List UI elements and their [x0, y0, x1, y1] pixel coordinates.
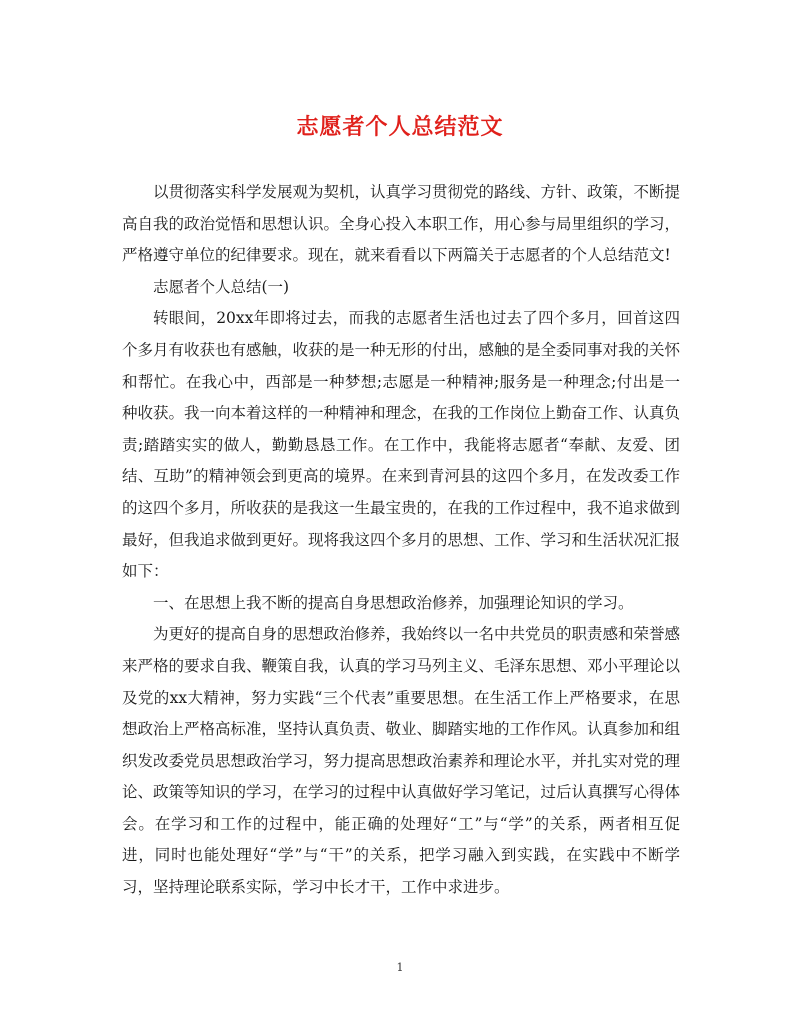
document-body	[122, 177, 680, 904]
intro-paragraph: 以贯彻落实科学发展观为契机，认真学习贯彻党的路线、方针、政策，不断提高自我的政治觉悟和思想认识。全身心投入本职工作，用心参与局里组织的学习，严格遵守单位的纪律要求。现在，就来看看以下两篇关于志愿者的个人总结范文!	[122, 183, 681, 265]
body-paragraph: 转眼间，20xx年即将过去，而我的志愿者生活也过去了四个多月，回首这四个多月有收获也有感触，收获的是一种无形的付出，感触的是全委同事对我的关怀和帮忙。在我心中，西部是一种梦想;志愿是一种精神;服务是一种理念;付出是一种收获。我一向本着这样的一种精神和理念，在我的工作岗位上勤奋工作、认真负责;踏踏实实的做人，勤勤恳恳工作。在工作中，我能将志愿者“奉献、友爱、团结、互助”的精神领会到更高的境界。在来到青河县的这四个多月，在发改委工作的这四个多月，所收获的是我这一生最宝贵的，在我的工作过程中，我不追求做到最好，但我追求做到更好。现将我这四个多月的思想、工作、学习和生活状况汇报如下：	[122, 309, 681, 581]
body-paragraph: 为更好的提高自身的思想政治修养，我始终以一名中共党员的职责感和荣誉感来严格的要求自我、鞭策自我，认真的学习马列主义、毛泽东思想、邓小平理论以及党的xx大精神，努力实践“三个代表”重要思想。在生活工作上严格要求，在思想政治上严格高标准，坚持认真负责、敬业、脚踏实地的工作作风。认真参加和组织发改委党员思想政治学习，努力提高思想政治素养和理论水平，并扎实对党的理论、政策等知识的学习，在学习的过程中认真做好学习笔记，过后认真撰写心得体会。在学习和工作的过程中，能正确的处理好“工”与“学”的关系，两者相互促进，同时也能处理好“学”与“干”的关系，把学习融入到实践，在实践中不断学习，坚持理论联系实际，学习中长才干，工作中求进步。	[122, 625, 681, 897]
document-title: 志愿者个人总结范文	[296, 114, 504, 140]
subsection-heading: 一、在思想上我不断的提高自身思想政治修养，加强理论知识的学习。	[153, 593, 634, 612]
section-heading: 志愿者个人总结(一)	[153, 277, 290, 296]
page-number: 1	[396, 961, 404, 974]
